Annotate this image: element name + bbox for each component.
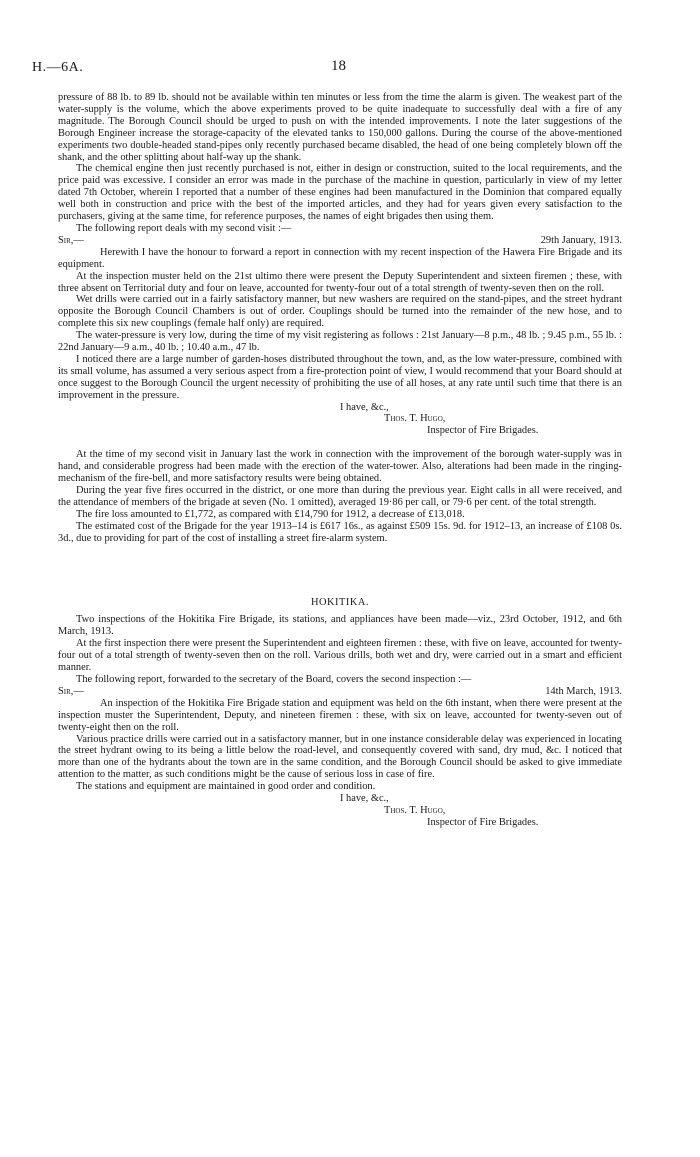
letter-closing: I have, &c., — [340, 401, 389, 413]
paragraph: Two inspections of the Hokitika Fire Brigade, its stations, and appliances have been made—viz., 23rd October, 1912, and 6th March, 1913. — [58, 614, 622, 638]
letter-paragraph: Herewith I have the honour to forward a report in connection with my recent inspection of the Hawera Fire Brigade and its equipment. — [58, 246, 622, 270]
page-number: 18 — [331, 58, 346, 74]
letter-date: 29th January, 1913. — [540, 234, 622, 246]
paragraph: pressure of 88 lb. to 89 lb. should not be available within ten minutes or less from the time the alarm is given. The weakest part of the water-supply is the volume, which the above experiments proved to be quite inadequate to successfully deal with a fire of any magnitude. The Borough Council should be urged to push on with the intended improvements. I note the later suggestions of the Borough Engineer increase the storage-capacity of the elevated tanks to 150,000 gallons. During the course of the above-mentioned experiments two double-headed stand-pipes only recently purchased became disabled, the head of one being completely blown off the shank, and the other splitting about half-way up the shank. — [58, 92, 622, 163]
paragraph: The following report, forwarded to the secretary of the Board, covers the second inspection :— — [76, 673, 472, 685]
letter-closing: I have, &c., — [340, 793, 389, 805]
letter-signature: Thos. T. Hugo, — [384, 413, 446, 425]
paragraph: The estimated cost of the Brigade for the year 1913–14 is £617 16s., as against £509 15s. 9d. for 1912–13, an increase of £108 0s. 3d., due to providing for part of the cost of installing a street fire-alarm system. — [58, 520, 622, 544]
letter-salutation: Sir,— — [58, 685, 84, 697]
page-body — [58, 92, 622, 829]
spacer — [58, 545, 622, 597]
letter-paragraph: The stations and equipment are maintained in good order and condition. — [76, 781, 376, 793]
page-reference: H.—6A. — [32, 60, 84, 75]
section-heading: HOKITIKA. — [311, 596, 369, 608]
letter-signature: Thos. T. Hugo, — [384, 804, 446, 816]
letter-paragraph: The water-pressure is very low, during the time of my visit registering as follows : 21st January—8 p.m., 48 lb. ; 9.45 p.m., 55 lb. : 22nd January—9 a.m., 40 lb. ; 10.40 a.m., 47 lb. — [58, 330, 622, 354]
letter-salutation: Sir,— — [58, 234, 84, 246]
letter-paragraph: Wet drills were carried out in a fairly satisfactory manner, but new washers are required on the stand-pipes, and the street hydrant opposite the Borough Council Chambers is out of order. Couplings should be turned into the remainder of the new hose, and to complete this six new couplings (female half only) are required. — [58, 294, 622, 330]
letter-signatory-title: Inspector of Fire Brigades. — [427, 816, 539, 828]
letter-paragraph: An inspection of the Hokitika Fire Brigade station and equipment was held on the 6th instant, when there were present at the inspection muster the Superintendent, Deputy, and nineteen firemen : these, with six on leave, accounted for twenty-seven out of twenty-eight then on the roll. — [58, 697, 622, 733]
letter-header — [58, 686, 622, 698]
letter-header — [58, 235, 622, 247]
paragraph: The following report deals with my second visit :— — [76, 222, 292, 234]
paragraph: At the first inspection there were present the Superintendent and eighteen firemen : these, with five on leave, accounted for twenty-four out of a total strength of twenty-seven then on the roll. Various drills, both wet and dry, were carried out in a smart and efficient manner. — [58, 638, 622, 674]
hawera-letter — [58, 235, 622, 437]
letter-paragraph: At the inspection muster held on the 21st ultimo there were present the Deputy Superintendent and sixteen firemen ; these, with three absent on Territorial duty and four on leave, accounted for twenty-four out of a total strength of twenty-seven then on the roll. — [58, 270, 622, 294]
spacer — [58, 437, 622, 449]
letter-signatory-title: Inspector of Fire Brigades. — [427, 425, 539, 437]
hokitika-letter — [58, 686, 622, 829]
letter-paragraph: Various practice drills were carried out in a satisfactory manner, but in one instance considerable delay was experienced in locating the street hydrant owing to its being a little below the road-level, and consequently covered with sand, dry mud, &c. I noticed that more than one of the hydrants about the town are in the same condition, and the Borough Council should be asked to give immediate attention to the matter, as such conditions might be the cause of serious loss in case of fire. — [58, 733, 622, 781]
paragraph: The fire loss amounted to £1,772, as compared with £14,790 for 1912, a decrease of £13,018. — [76, 508, 465, 520]
letter-paragraph: I noticed there are a large number of garden-hoses distributed throughout the town, and, as the low water-pressure, combined with its small volume, has assumed a very serious aspect from a fire-protection point of view, I would recommend that your Board should at once suggest to the Borough Council the urgent necessity of prohibiting the use of all hoses, at any rate until such time that there is an improvement in the pressure. — [58, 353, 622, 401]
letter-date: 14th March, 1913. — [545, 685, 622, 697]
paragraph: During the year five fires occurred in the district, or one more than during the previous year. Eight calls in all were received, and the attendance of members of the brigade at seven (No. 1 omitted), averaged 19·86 per call, or 79·6 per cent. of the total strength. — [58, 485, 622, 508]
paragraph: At the time of my second visit in January last the work in connection with the improvement of the borough water-supply was in hand, and considerable progress had been made with the erection of the water-tower. Also, alterations had been made in the ringing-mechanism of the fire-bell, and more satisfactory results were being obtained. — [58, 449, 622, 485]
paragraph: The chemical engine then just recently purchased is not, either in design or construction, suited to the local requirements, and the price paid was excessive. I consider an error was made in the purchase of the machine in question, particularly in view of my letter dated 7th October, wherein I reported that a number of these engines had been manufactured in the Dominion that compared equally well both in construction and price with the best of the imported articles, and they had for years given every satisfaction to the purchasers, giving at the same time, for reference purposes, the names of eight brigades then using them. — [58, 163, 622, 223]
